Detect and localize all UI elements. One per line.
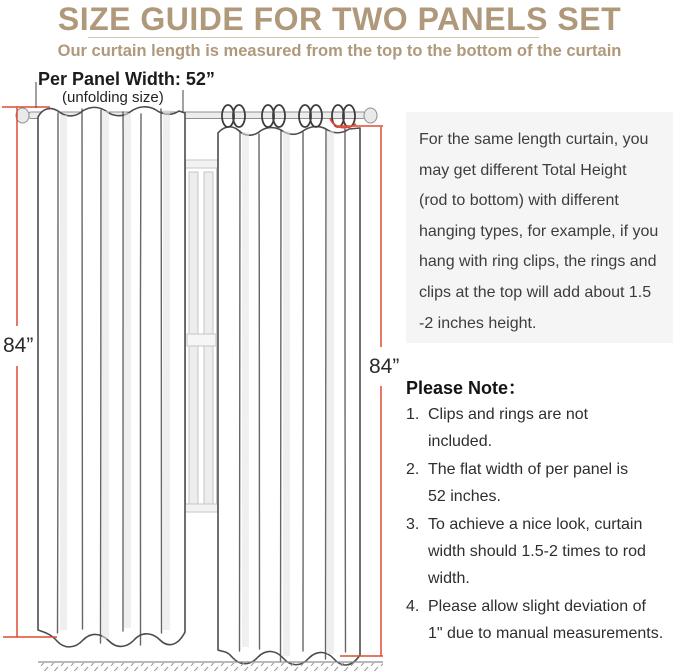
page-title: SIZE GUIDE FOR TWO PANELS SET: [57, 1, 622, 37]
note-item: [406, 593, 663, 648]
please-note-heading: Please Note：: [406, 378, 527, 398]
note-item: [406, 401, 663, 456]
note-text-line: 1" due to manual measurements.: [428, 625, 664, 643]
note-number: 1.: [406, 406, 420, 423]
note-text-line: To achieve a nice look, curtain: [428, 515, 643, 533]
note-number: 3.: [406, 515, 420, 533]
page-subtitle: Our curtain length is measured from the top to the bottom of the curtain: [57, 42, 622, 60]
rod-finial-left: [16, 108, 29, 123]
left-height-label: 84”: [3, 334, 34, 357]
note-number: 2.: [406, 460, 420, 478]
panel-width-label: Per Panel Width: 52”: [38, 69, 215, 89]
info-text-line: -2 inches height.: [419, 314, 537, 332]
note-text-line: 52 inches.: [428, 488, 501, 506]
rod-finial-right: [364, 108, 377, 123]
right-height-label: 84”: [369, 355, 400, 378]
hanging-info-box: [406, 112, 673, 343]
info-text-line: For the same length curtain, you: [419, 131, 649, 148]
note-text-line: included.: [428, 433, 493, 451]
curtain-panel-left: [38, 107, 185, 647]
note-text-line: Clips and rings are not: [428, 406, 589, 423]
info-text-line: hang with ring clips, the rings and: [419, 253, 657, 271]
note-item: [406, 456, 663, 511]
floor: [38, 662, 383, 671]
note-text-line: width.: [428, 570, 470, 588]
panel-width-sublabel: (unfolding size): [62, 89, 164, 106]
note-text-line: Please allow slight deviation of: [428, 597, 646, 615]
note-item: [406, 511, 663, 593]
info-text-line: may get different Total Height: [419, 161, 627, 179]
window: [184, 160, 218, 512]
curtain-panel-right: [218, 127, 360, 665]
info-text-line: (rod to bottom) with different: [419, 192, 619, 210]
info-text-line: hanging types, for example, if you: [419, 222, 659, 240]
info-text-line: clips at the top will add about 1.5: [419, 283, 652, 301]
note-text-line: width should 1.5-2 times to rod: [428, 543, 646, 561]
note-number: 4.: [406, 597, 420, 615]
note-text-line: The flat width of per panel is: [428, 460, 629, 478]
notes-list: [406, 401, 663, 648]
